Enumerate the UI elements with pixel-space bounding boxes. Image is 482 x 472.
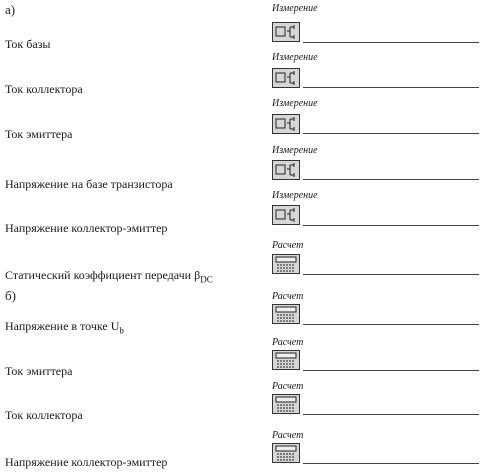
quantity-label: Напряжение на базе транзистора <box>5 177 173 191</box>
calculation-caption: Расчет <box>272 291 304 302</box>
quantity-label: Статический коэффициент передачи $\beta_{DC}$ <box>5 268 213 285</box>
answer-line[interactable] <box>303 87 479 88</box>
answer-line[interactable] <box>303 133 479 134</box>
measurement-caption: Измерение <box>272 98 318 109</box>
calculation-caption: Расчет <box>272 381 304 392</box>
calculator-icon[interactable] <box>272 443 300 463</box>
section-a-marker: а) <box>5 2 16 17</box>
measurement-icon[interactable] <box>272 114 300 134</box>
calculator-icon[interactable] <box>272 394 300 414</box>
quantity-label: Ток коллектора <box>5 408 83 422</box>
answer-line[interactable] <box>303 42 479 43</box>
answer-line[interactable] <box>303 179 479 180</box>
calculation-caption: Расчет <box>272 240 304 251</box>
answer-line[interactable] <box>303 225 479 226</box>
quantity-label: Ток эмиттера <box>5 364 73 378</box>
quantity-label: Напряжение в точке $U_b$ <box>5 319 124 336</box>
answer-line[interactable] <box>303 324 479 325</box>
measurement-icon[interactable] <box>272 160 300 180</box>
measurement-icon[interactable] <box>272 205 300 225</box>
measurement-caption: Измерение <box>272 52 318 63</box>
measurement-caption: Измерение <box>272 145 318 156</box>
measurement-caption: Измерение <box>272 190 318 201</box>
measurement-caption: Измерение <box>272 3 318 14</box>
quantity-label: Ток эмиттера <box>5 127 73 141</box>
answer-line[interactable] <box>303 463 479 464</box>
measurement-icon[interactable] <box>272 22 300 42</box>
calculator-icon[interactable] <box>272 254 300 274</box>
calculator-icon[interactable] <box>272 350 300 370</box>
calculation-caption: Расчет <box>272 430 304 441</box>
calculation-caption: Расчет <box>272 337 304 348</box>
answer-line[interactable] <box>303 370 479 371</box>
quantity-label: Ток базы <box>5 37 51 51</box>
section-b-marker: б) <box>5 288 16 303</box>
answer-line[interactable] <box>303 414 479 415</box>
quantity-label: Напряжение коллектор-эмиттер <box>5 221 168 235</box>
quantity-label: Напряжение коллектор-эмиттер <box>5 455 168 469</box>
answer-line[interactable] <box>303 274 479 275</box>
quantity-label: Ток коллектора <box>5 82 83 96</box>
calculator-icon[interactable] <box>272 304 300 324</box>
measurement-icon[interactable] <box>272 68 300 88</box>
